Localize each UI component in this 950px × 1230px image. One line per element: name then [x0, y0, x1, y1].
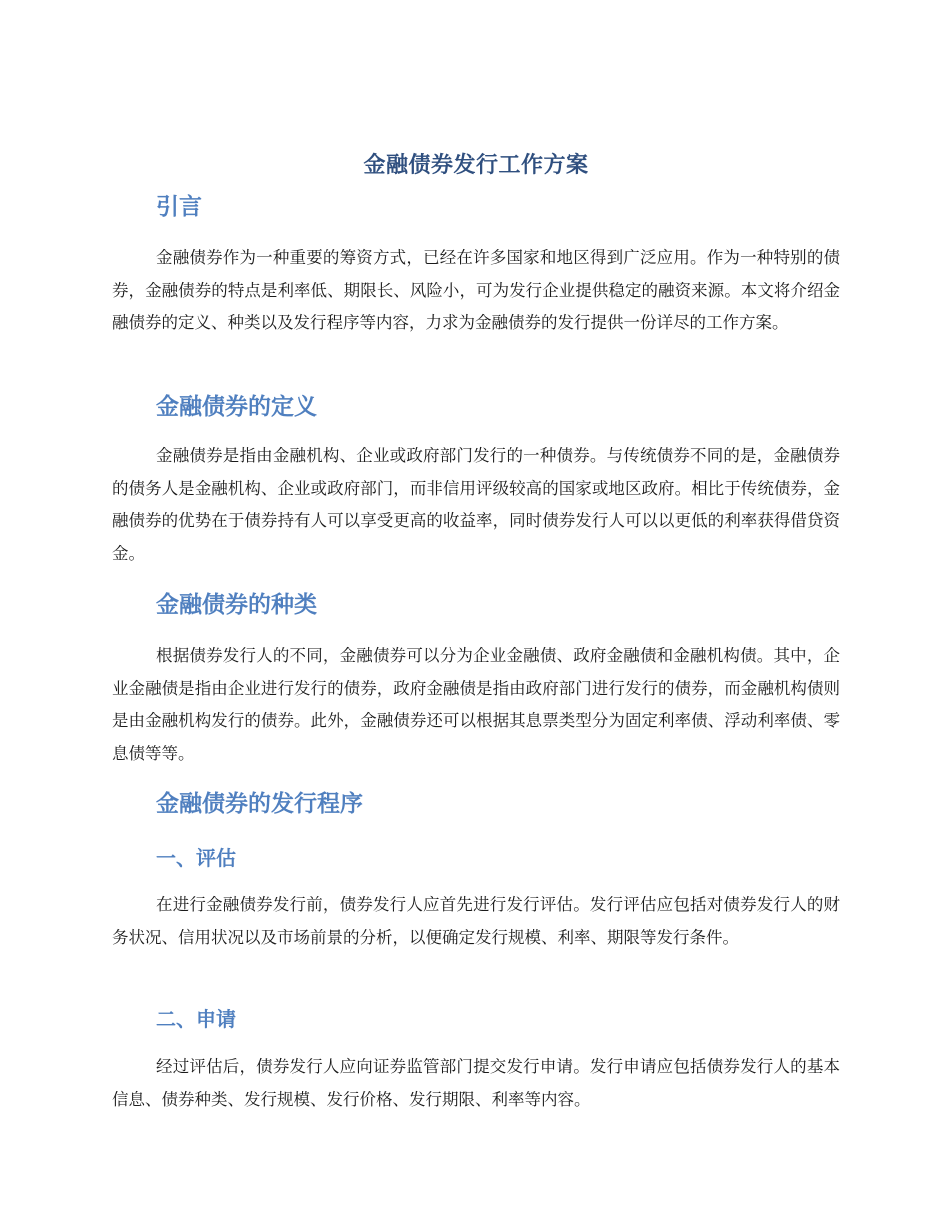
heading-process: 金融债券的发行程序	[156, 791, 363, 817]
heading-types: 金融债券的种类	[156, 592, 317, 618]
heading-intro: 引言	[156, 194, 202, 220]
subheading-step-2: 二、申请	[156, 1007, 236, 1031]
paragraph-intro: 金融债券作为一种重要的筹资方式，已经在许多国家和地区得到广泛应用。作为一种特别的债券，金融债券的特点是利率低、期限长、风险小，可为发行企业提供稳定的融资来源。本文将介绍金融债券的定义、种类以及发行程序等内容，力求为金融债券的发行提供一份详尽的工作方案。	[112, 248, 840, 332]
heading-definition: 金融债券的定义	[156, 394, 317, 420]
paragraph-step-1: 在进行金融债券发行前，债券发行人应首先进行发行评估。发行评估应包括对债券发行人的财务状况、信用状况以及市场前景的分析，以便确定发行规模、利率、期限等发行条件。	[112, 895, 840, 947]
paragraph-step-2: 经过评估后，债券发行人应向证券监管部门提交发行申请。发行申请应包括债券发行人的基本信息、债券种类、发行规模、发行价格、发行期限、利率等内容。	[112, 1057, 840, 1109]
document-title: 金融债券发行工作方案	[363, 153, 589, 178]
paragraph-types: 根据债券发行人的不同，金融债券可以分为企业金融债、政府金融债和金融机构债。其中，企业金融债是指由企业进行发行的债券，政府金融债是指由政府部门进行发行的债券，而金融机构债则是由金融机构发行的债券。此外，金融债券还可以根据其息票类型分为固定利率债、浮动利率债、零息债等等。	[112, 646, 840, 763]
subheading-step-1: 一、评估	[156, 846, 236, 870]
paragraph-definition: 金融债券是指由金融机构、企业或政府部门发行的一种债券。与传统债券不同的是，金融债券的债务人是金融机构、企业或政府部门，而非信用评级较高的国家或地区政府。相比于传统债券，金融债券的优势在于债券持有人可以享受更高的收益率，同时债券发行人可以以更低的利率获得借贷资金。	[112, 446, 840, 563]
